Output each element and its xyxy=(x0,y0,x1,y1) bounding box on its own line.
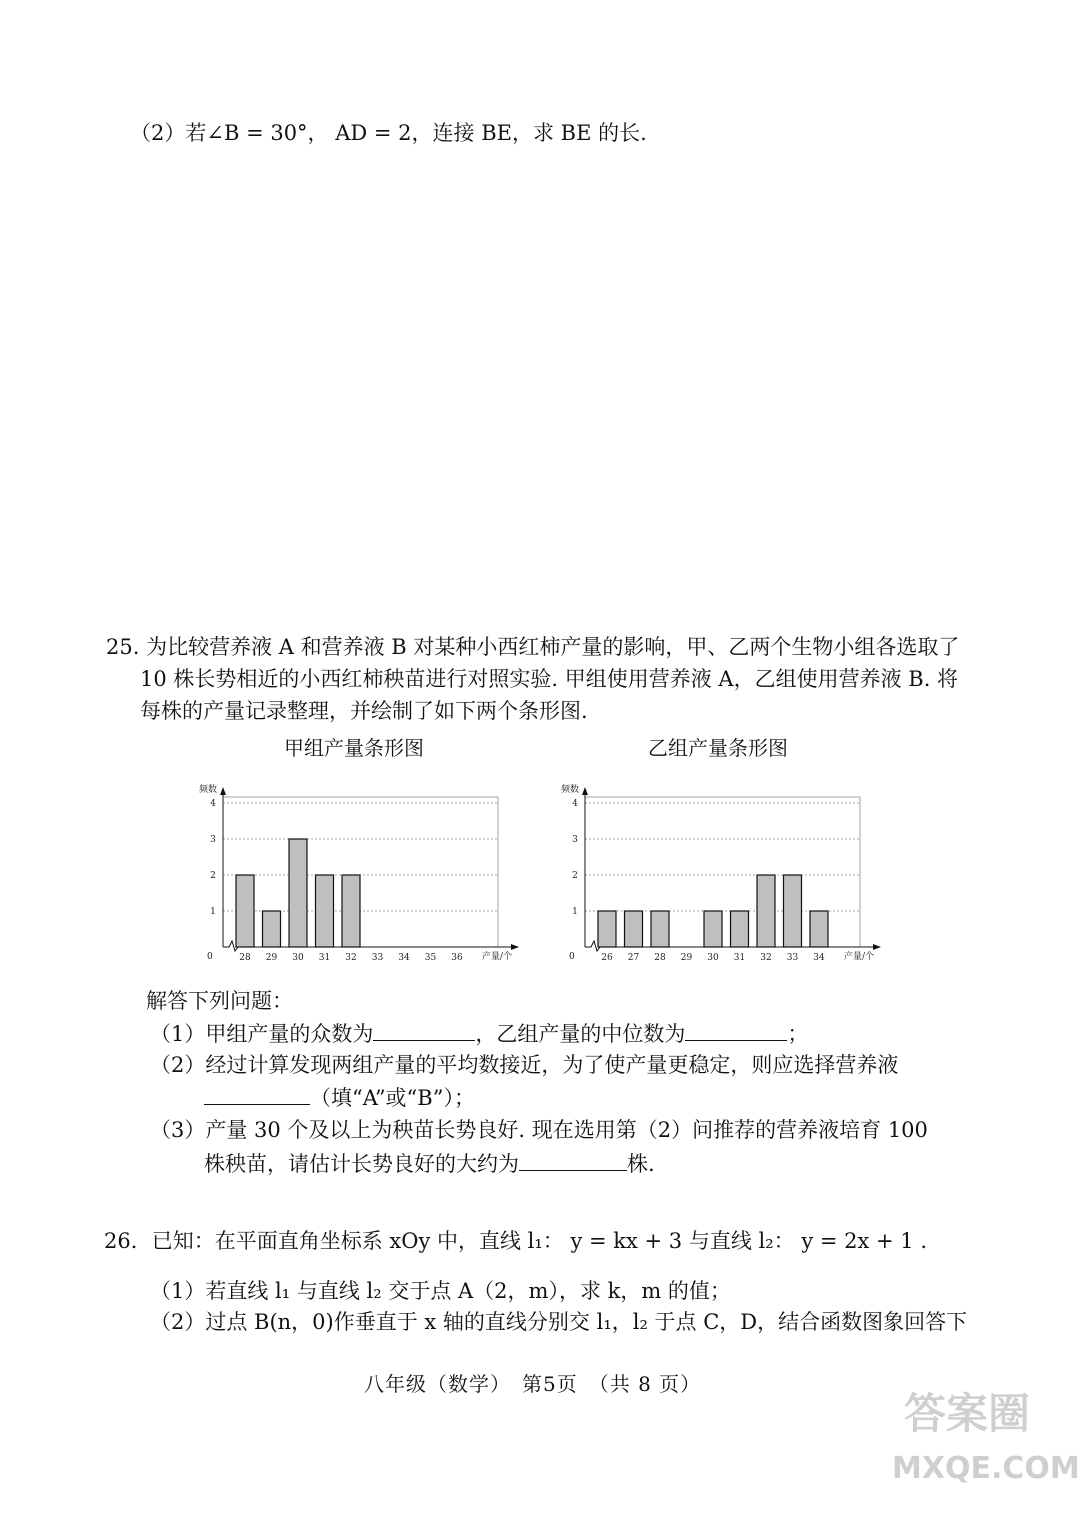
bar-chart-jia xyxy=(190,775,530,970)
answer-blank-mode[interactable] xyxy=(373,1018,475,1041)
bar-chart-yi xyxy=(552,775,892,970)
bar-33 xyxy=(784,875,802,947)
q25-part3-cont xyxy=(204,1148,655,1179)
watermark-text-top: 答案圈 xyxy=(904,1389,1031,1438)
y-tick-label: 1 xyxy=(572,907,578,917)
bar-32 xyxy=(757,875,775,947)
bar-28 xyxy=(651,911,669,947)
x-tick-label: 26 xyxy=(601,953,613,963)
x-tick-label: 34 xyxy=(398,953,410,963)
page-footer: 八年级（数学） 第5页 （共 8 页） xyxy=(364,1372,702,1396)
bar-30 xyxy=(704,911,722,947)
x-tick-label: 34 xyxy=(813,953,825,963)
q24-part2-text: （2）若∠B = 30°， AD = 2，连接 BE，求 BE 的长. xyxy=(130,121,647,145)
y-axis-label: 频数 xyxy=(199,785,218,795)
q25-line2: 10 株长势相近的小西红柿秧苗进行对照实验. 甲组使用营养液 A，乙组使用营养液 B. 将 xyxy=(140,667,959,691)
x-tick-label: 28 xyxy=(239,953,251,963)
bar-29 xyxy=(263,911,281,947)
x-axis-label: 产量/个 xyxy=(844,952,875,962)
q25-part3-b: 株秧苗，请估计长势良好的大约为 xyxy=(204,1152,519,1176)
bar-27 xyxy=(625,911,643,947)
chart-title-yi: 乙组产量条形图 xyxy=(648,736,788,760)
y-tick-label: 3 xyxy=(572,835,578,845)
y-tick-label: 2 xyxy=(210,871,216,881)
y-tick-label: 4 xyxy=(572,799,578,809)
x-tick-label: 32 xyxy=(760,953,772,963)
y-tick-label: 3 xyxy=(210,835,216,845)
x-tick-label: 36 xyxy=(451,953,463,963)
x-tick-label: 32 xyxy=(345,953,357,963)
answer-blank-liquid[interactable] xyxy=(204,1082,310,1105)
q25-part1-b: ，乙组产量的中位数为 xyxy=(475,1022,686,1046)
watermark-logo xyxy=(882,1377,1080,1507)
q25-part3: （3）产量 30 个及以上为秧苗长势良好. 现在选用第（2）问推荐的营养液培育 100 xyxy=(150,1118,928,1142)
x-axis-arrow xyxy=(511,944,519,950)
y-axis-arrow xyxy=(220,787,226,795)
x-tick-label: 33 xyxy=(786,953,799,963)
y-axis-label: 频数 xyxy=(561,785,580,795)
answer-blank-median[interactable] xyxy=(685,1018,787,1041)
watermark-text-bottom: MXQE.COM xyxy=(892,1451,1080,1486)
origin-label: 0 xyxy=(569,952,575,962)
bar-31 xyxy=(316,875,334,947)
q26-line1: 26．已知：在平面直角坐标系 xOy 中，直线 l₁： y = kx + 3 与直线 l₂： y = 2x + 1 . xyxy=(104,1229,927,1253)
x-tick-label: 28 xyxy=(654,953,666,963)
bar-26 xyxy=(598,911,616,947)
x-axis-arrow xyxy=(873,944,881,950)
x-tick-label: 27 xyxy=(627,953,640,963)
q25-part1 xyxy=(150,1018,808,1049)
y-tick-label: 2 xyxy=(572,871,578,881)
x-tick-label: 30 xyxy=(707,953,719,963)
q25-part2-b: （填“A”或“B”）； xyxy=(310,1086,475,1110)
bar-32 xyxy=(342,875,360,947)
x-tick-label: 31 xyxy=(733,953,746,963)
q26-part2: （2）过点 B(n，0)作垂直于 x 轴的直线分别交 l₁，l₂ 于点 C，D，结合函数图象回答下 xyxy=(150,1310,968,1334)
x-tick-label: 30 xyxy=(292,953,304,963)
q25-line3: 每株的产量记录整理，并绘制了如下两个条形图. xyxy=(140,699,588,723)
q26-part1: （1）若直线 l₁ 与直线 l₂ 交于点 A（2，m），求 k，m 的值； xyxy=(150,1279,731,1303)
bar-31 xyxy=(731,911,749,947)
x-tick-label: 33 xyxy=(371,953,384,963)
origin-label: 0 xyxy=(207,952,213,962)
q25-part3-c: 株. xyxy=(627,1152,655,1176)
x-axis-label: 产量/个 xyxy=(482,952,513,962)
q25-part2: （2）经过计算发现两组产量的平均数接近，为了使产量更稳定，则应选择营养液 xyxy=(150,1053,899,1077)
bar-34 xyxy=(810,911,828,947)
chart-title-jia: 甲组产量条形图 xyxy=(284,736,424,760)
bar-30 xyxy=(289,839,307,947)
bar-28 xyxy=(236,875,254,947)
answer-blank-estimate[interactable] xyxy=(519,1148,627,1171)
y-tick-label: 4 xyxy=(210,799,216,809)
x-tick-label: 29 xyxy=(680,953,693,963)
q25-line1: 25. 为比较营养液 A 和营养液 B 对某种小西红柿产量的影响，甲、乙两个生物小组各选取了 xyxy=(106,635,960,659)
q25-part1-c: ； xyxy=(787,1022,809,1046)
x-tick-label: 35 xyxy=(424,953,437,963)
q25-part1-a: （1）甲组产量的众数为 xyxy=(150,1022,374,1046)
q25-intro: 解答下列问题： xyxy=(146,989,293,1013)
x-tick-label: 29 xyxy=(265,953,278,963)
q25-part2-cont xyxy=(204,1082,475,1113)
y-tick-label: 1 xyxy=(210,907,216,917)
x-tick-label: 31 xyxy=(318,953,331,963)
y-axis-arrow xyxy=(582,787,588,795)
